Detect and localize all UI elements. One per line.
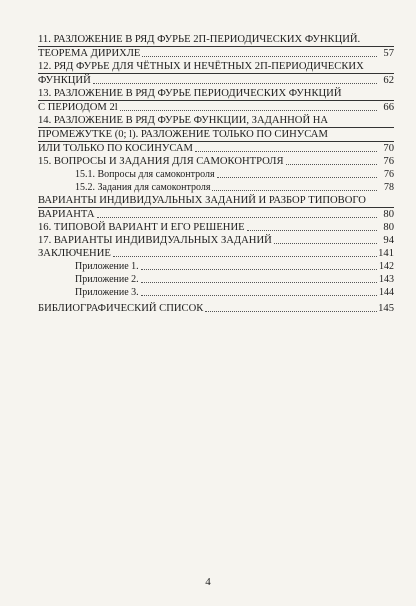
toc-entry-15-1-page: 76 <box>384 169 394 180</box>
toc-entry-13-line2: С ПЕРИОДОМ 2l <box>38 102 118 113</box>
toc-entry-variants <box>38 194 394 221</box>
toc-entry-14-page: 70 <box>383 143 394 154</box>
toc-entry-appendix-2-page: 143 <box>379 274 394 285</box>
toc-entry-11 <box>38 33 394 60</box>
leader-dots <box>141 282 377 283</box>
page-number: 4 <box>205 576 211 588</box>
leader-dots <box>142 56 377 57</box>
toc-entry-15-1 <box>38 168 394 181</box>
toc-entry-appendix-1 <box>38 260 394 273</box>
toc-entry-14-line1: 14. РАЗЛОЖЕНИЕ В РЯД ФУРЬЕ ФУНКЦИИ, ЗАДАННОЙ НА <box>38 114 394 128</box>
toc-entry-16-title: 16. ТИПОВОЙ ВАРИАНТ И ЕГО РЕШЕНИЕ <box>38 222 245 233</box>
leader-dots <box>195 151 377 152</box>
toc-entry-14-line2: ПРОМЕЖУТКЕ (0; l). РАЗЛОЖЕНИЕ ТОЛЬКО ПО СИНУСАМ <box>38 128 394 142</box>
toc-entry-13 <box>38 87 394 114</box>
toc-entry-13-page: 66 <box>383 102 394 113</box>
toc-entry-12-line1: 12. РЯД ФУРЬЕ ДЛЯ ЧЁТНЫХ И НЕЧЁТНЫХ 2П-ПЕРИОДИЧЕСКИХ <box>38 60 394 74</box>
toc-entry-appendix-3-title: Приложение 3. <box>75 287 139 298</box>
toc-entry-15 <box>38 155 394 168</box>
leader-dots <box>97 217 378 218</box>
toc-entry-15-page: 76 <box>383 156 394 167</box>
leader-dots <box>120 110 377 111</box>
leader-dots <box>113 256 377 257</box>
leader-dots <box>141 295 377 296</box>
toc-entry-12 <box>38 60 394 87</box>
leader-dots <box>205 311 377 312</box>
leader-dots <box>247 230 377 231</box>
toc-entry-appendix-1-title: Приложение 1. <box>75 261 139 272</box>
toc-entry-conclusion-title: ЗАКЛЮЧЕНИЕ <box>38 248 111 259</box>
toc-entry-appendix-3 <box>38 286 394 299</box>
toc-entry-11-line1: 11. РАЗЛОЖЕНИЕ В РЯД ФУРЬЕ 2П-ПЕРИОДИЧЕСКИХ ФУНКЦИЙ. <box>38 33 394 47</box>
toc-entry-conclusion-page: 141 <box>378 248 394 259</box>
toc-entry-17-title: 17. ВАРИАНТЫ ИНДИВИДУАЛЬНЫХ ЗАДАНИЙ <box>38 235 272 246</box>
toc-entry-15-2-page: 78 <box>384 182 394 193</box>
toc-entry-variants-line2: ВАРИАНТА <box>38 209 95 220</box>
toc-entry-17-page: 94 <box>383 235 394 246</box>
toc-entry-16-page: 80 <box>383 222 394 233</box>
toc-entry-12-line2: ФУНКЦИЙ <box>38 75 91 86</box>
toc-entry-14 <box>38 114 394 155</box>
toc-entry-variants-page: 80 <box>383 209 394 220</box>
toc-entry-conclusion <box>38 247 394 260</box>
leader-dots <box>286 164 377 165</box>
toc-entry-11-line2: ТЕОРЕМА ДИРИХЛЕ <box>38 48 141 59</box>
toc-entry-15-2 <box>38 181 394 194</box>
toc-entry-appendix-3-page: 144 <box>379 287 394 298</box>
toc-entry-17 <box>38 234 394 247</box>
leader-dots <box>93 83 377 84</box>
toc-entry-variants-line1: ВАРИАНТЫ ИНДИВИДУАЛЬНЫХ ЗАДАНИЙ И РАЗБОР ТИПОВОГО <box>38 194 394 208</box>
toc-entry-bibliography-page: 145 <box>378 303 394 314</box>
leader-dots <box>274 243 377 244</box>
toc-entry-15-1-title: 15.1. Вопросы для самоконтроля <box>75 169 215 180</box>
leader-dots <box>141 269 377 270</box>
toc-entry-12-page: 62 <box>383 75 394 86</box>
toc-entry-13-line1: 13. РАЗЛОЖЕНИЕ В РЯД ФУРЬЕ ПЕРИОДИЧЕСКИХ ФУНКЦИЙ <box>38 87 394 101</box>
toc-entry-16 <box>38 221 394 234</box>
toc-entry-11-page: 57 <box>383 48 394 59</box>
toc-entry-15-2-title: 15.2. Задания для самоконтроля <box>75 182 211 193</box>
leader-dots <box>217 177 377 178</box>
toc-entry-appendix-1-page: 142 <box>379 261 394 272</box>
toc-entry-bibliography-title: БИБЛИОГРАФИЧЕСКИЙ СПИСОК <box>38 303 204 314</box>
toc-entry-appendix-2-title: Приложение 2. <box>75 274 139 285</box>
toc-entry-appendix-2 <box>38 273 394 286</box>
toc-entry-bibliography <box>38 302 394 315</box>
table-of-contents <box>38 33 394 315</box>
toc-entry-15-title: 15. ВОПРОСЫ И ЗАДАНИЯ ДЛЯ САМОКОНТРОЛЯ <box>38 156 284 167</box>
toc-entry-14-line3: ИЛИ ТОЛЬКО ПО КОСИНУСАМ <box>38 143 193 154</box>
leader-dots <box>212 190 377 191</box>
